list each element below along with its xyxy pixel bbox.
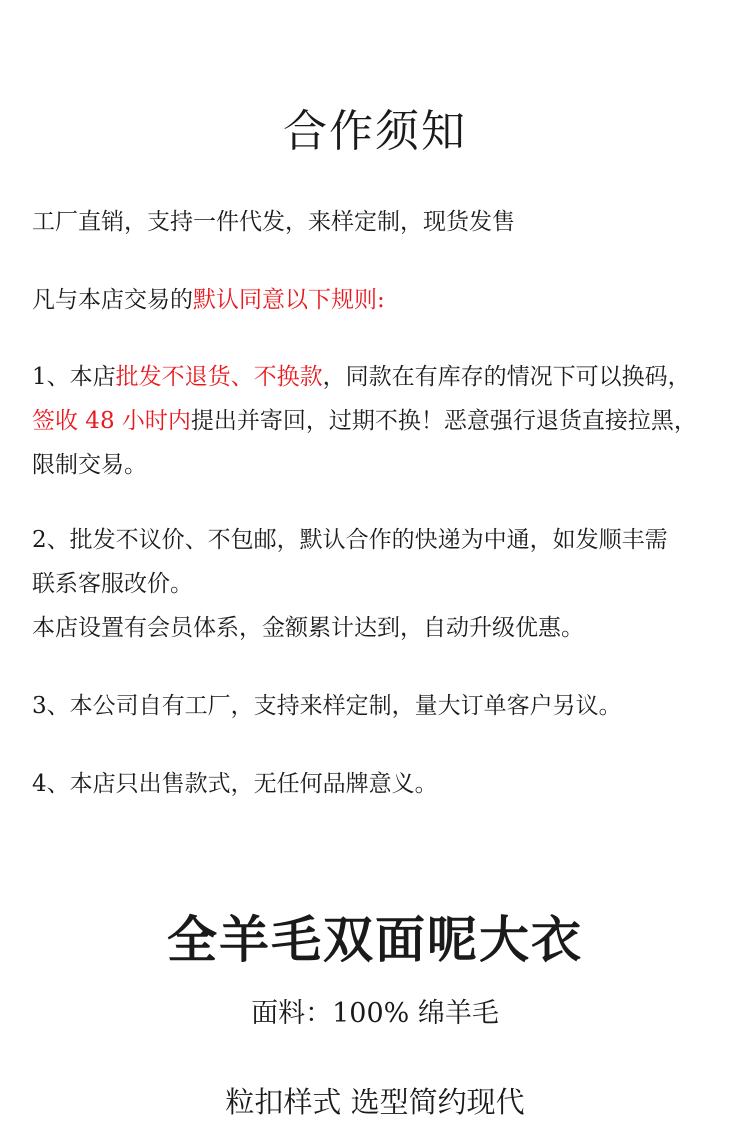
rule-1-text-c: 限制交易。 [32,452,147,478]
rule-2-line-2: 联系客服改价。 [32,571,193,597]
product-style-line: 粒扣样式 选型简约现代 [225,1085,525,1119]
rule-1-text-a: ，同款在有库存的情况下可以换码， [322,364,691,390]
rule-1-text-b: 提出并寄回，过期不换！恶意强行退货直接拉黑， [190,408,697,434]
rules-lead-text: 凡与本店交易的 [32,287,193,313]
rule-1-highlight-b: 签收 48 小时内 [32,408,191,434]
rules-lead [32,278,732,322]
rule-2-line-1: 2、批发不议价、不包邮，默认合作的快递为中通，如发顺丰需 [32,527,668,553]
rule-2-line-3: 本店设置有会员体系，金额累计达到，自动升级优惠。 [32,615,584,641]
rule-1-highlight-a: 批发不退货、不换款 [115,364,323,390]
rule-4: 4、本店只出售款式，无任何品牌意义。 [32,771,438,797]
product-fabric: 面料：100% 绵羊毛 [251,998,499,1029]
rule-3: 3、本公司自有工厂，支持来样定制，量大订单客户另议。 [32,693,622,719]
product-title: 全羊毛双面呢大衣 [167,910,583,969]
rule-1-number: 1、本店 [32,364,116,390]
intro-text: 工厂直销，支持一件代发，来样定制，现货发售 [32,209,515,235]
notice-title: 合作须知 [283,106,467,157]
rules-lead-highlight: 默认同意以下规则: [193,287,385,313]
rule-1 [32,355,732,487]
